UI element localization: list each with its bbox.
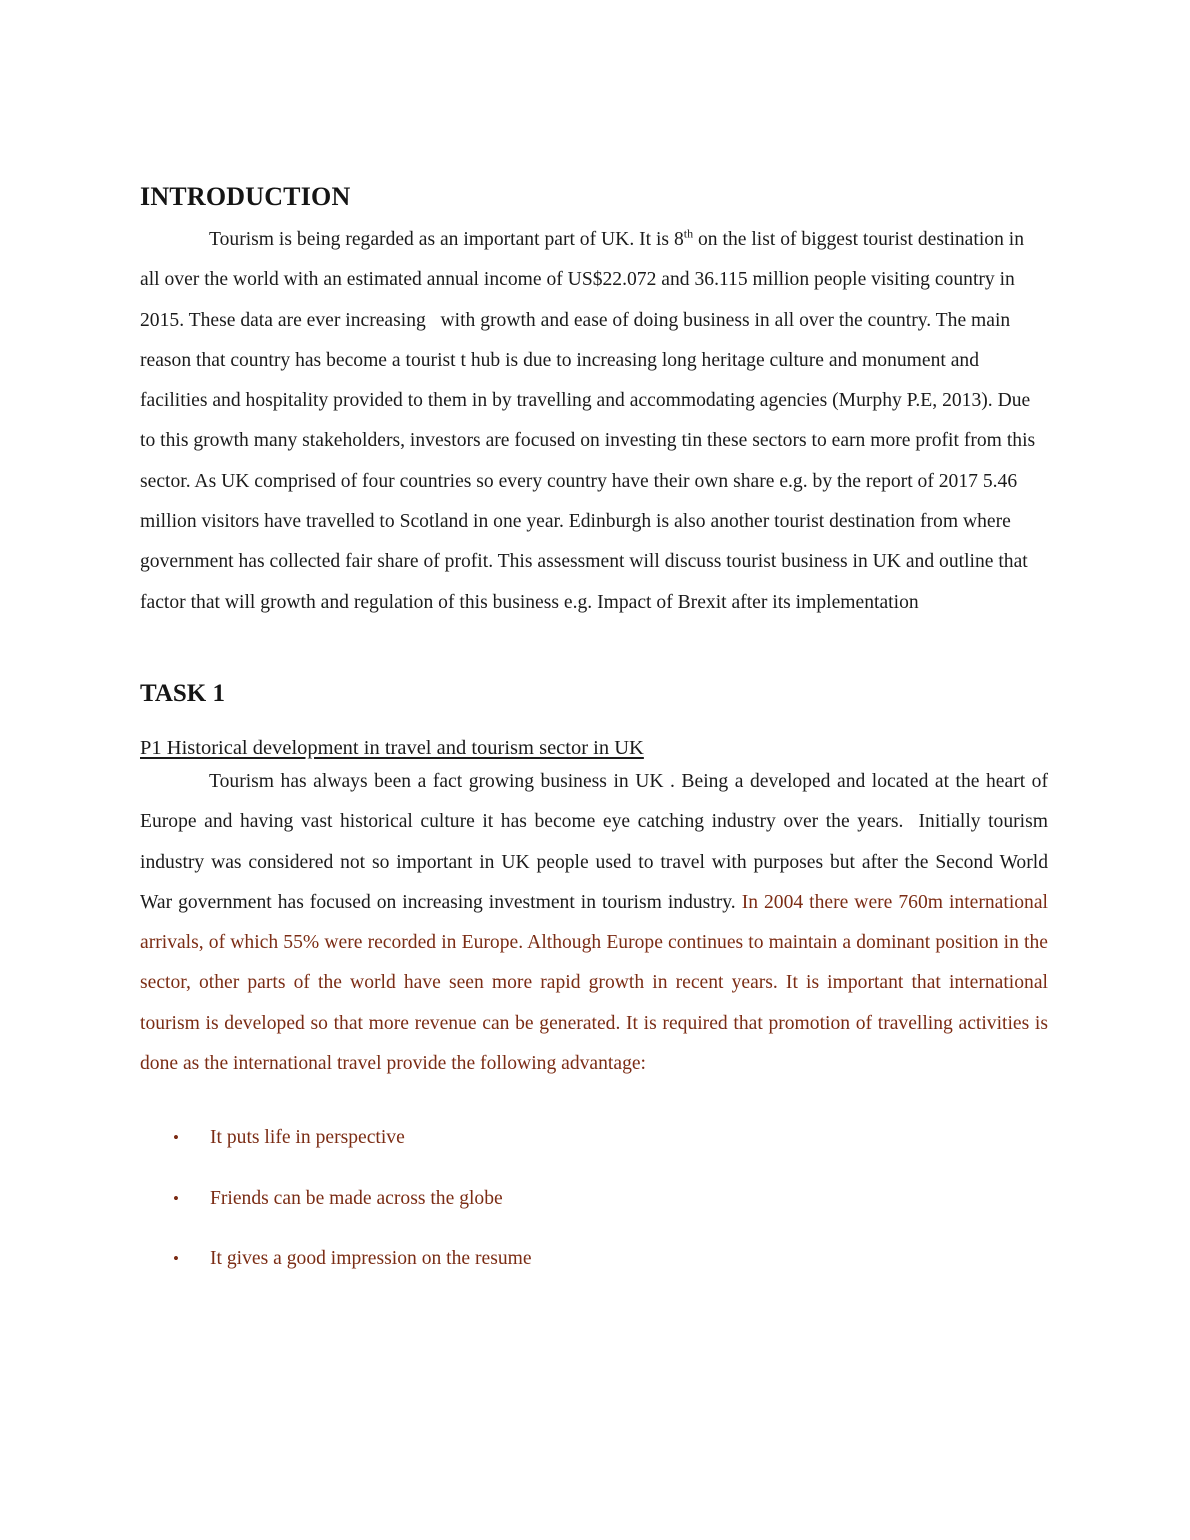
introduction-heading: INTRODUCTION — [140, 182, 351, 211]
task1-subheading: P1 Historical development in travel and tourism sector in UK — [140, 736, 644, 759]
introduction-paragraph — [140, 220, 1048, 623]
task1-paragraph — [140, 762, 1053, 1084]
list-item — [173, 1118, 1048, 1158]
task1-heading: TASK 1 — [140, 679, 225, 707]
list-item-text: It gives a good impression on the resume — [210, 1247, 532, 1269]
bullet-icon: • — [173, 1248, 179, 1268]
bullet-icon: • — [173, 1188, 179, 1208]
introduction-paragraph-part2: on the list of biggest tourist destination in all over the world with an estimated annual income of US$22.072 and 36.115 million people visiting country in 2015. These data are ever increasing with growth and ease of doing business in all over the country. The main reason that country has become a tourist t hub is due to increasing long heritage culture and monument and facilities and hospitality provided to them in by travelling and accommodating agencies (Murphy P.E, 2013). Due to this growth many stakeholders, investors are focused on investing tin these sectors to earn more profit from this sector. As UK comprised of four countries so every country have their own share e.g. by the report of 2017 5.46 million visitors have travelled to Scotland in one year. Edinburgh is also another tourist destination from where government has collected fair share of profit. This assessment will discuss tourist business in UK and outline that factor that will growth and regulation of this business e.g. Impact of Brexit after its implementation — [140, 229, 1041, 613]
task1-paragraph-black-text: Tourism has always been a fact growing business in UK . Being a developed and located at the heart of Europe and having vast historical culture it has become eye catching industry over the years. Initially tourism industry was considered not so important in UK people used to travel with purposes but after the Second World War government has focused on increasing investment in tourism industry. — [140, 770, 1053, 913]
task1-paragraph-red-text: In 2004 there were 760m international arrivals, of which 55% were recorded in Europe. Although Europe continues to maintain a dominant position in the sector, other parts of the world have seen more rapid growth in recent years. It is important that international tourism is developed so that more revenue can be generated. It is required that promotion of travelling activities is done as the international travel provide the following advantage: — [140, 891, 1053, 1075]
bullet-icon: • — [173, 1128, 179, 1148]
list-item-text: It puts life in perspective — [210, 1127, 405, 1149]
advantages-list — [140, 1118, 1048, 1279]
list-item — [173, 1239, 1048, 1279]
introduction-paragraph-part1: Tourism is being regarded as an important part of UK. It is 8 — [209, 229, 684, 250]
list-item-text: Friends can be made across the globe — [210, 1187, 503, 1209]
list-item — [173, 1179, 1048, 1219]
ordinal-superscript: th — [683, 226, 694, 241]
